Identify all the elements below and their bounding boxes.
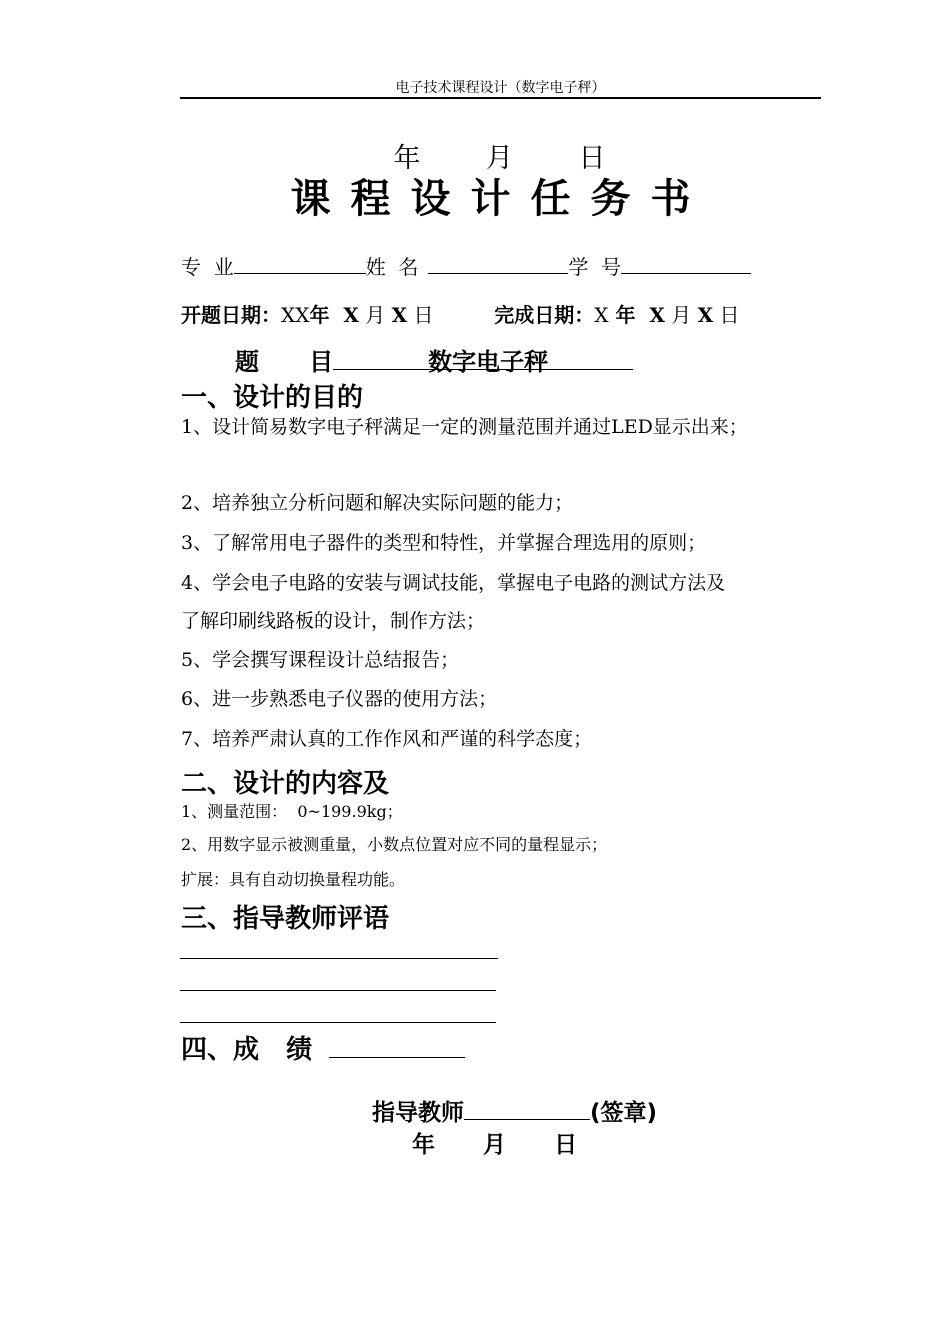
student-id-label: 学 号	[568, 255, 622, 279]
advisor-signature-field[interactable]	[464, 1095, 590, 1120]
name-field[interactable]	[428, 251, 568, 274]
end-date-day: X	[697, 303, 714, 327]
start-date-year-unit: 年	[309, 303, 344, 327]
purpose-item-3: 3、了解常用电子器件的类型和特性，并掌握合理选用的原则；	[181, 532, 707, 554]
subject-value: 数字电子秤	[428, 348, 549, 376]
dates-row	[181, 299, 740, 328]
signature-date-line: 年 月 日	[412, 1132, 578, 1158]
subject-row	[235, 342, 633, 377]
comment-line-1[interactable]	[180, 958, 498, 959]
top-date-line: 年 月 日	[393, 143, 608, 174]
comment-line-2[interactable]	[180, 990, 496, 991]
running-header: 电子技术课程设计（数字电子秤）	[395, 80, 606, 96]
major-label: 专 业	[181, 255, 234, 279]
header-rule	[180, 97, 821, 99]
main-title: 课程设计任务书	[290, 176, 711, 222]
end-date-year: X	[594, 303, 609, 327]
purpose-item-6: 6、进一步熟悉电子仪器的使用方法；	[181, 688, 498, 710]
start-date-day: X	[391, 303, 408, 327]
content-item-2: 2、用数字显示被测重量，小数点位置对应不同的量程显示；	[181, 835, 608, 854]
major-field[interactable]	[234, 251, 366, 274]
end-date-year-unit: 年	[608, 303, 650, 327]
grade-field[interactable]	[329, 1033, 465, 1058]
student-id-field[interactable]	[621, 251, 751, 274]
purpose-item-1: 1、设计简易数字电子秤满足一定的测量范围并通过LED显示出来；	[181, 416, 748, 438]
end-date-day-unit: 日	[713, 303, 740, 327]
section-2-heading: 二、设计的内容及	[181, 769, 390, 799]
purpose-item-4: 4、学会电子电路的安装与调试技能，掌握电子电路的测试方法及	[181, 572, 726, 594]
start-date-month-unit: 月	[358, 303, 392, 327]
purpose-item-4-cont: 了解印刷线路板的设计，制作方法；	[181, 610, 486, 632]
start-date-label: 开题日期：	[181, 303, 281, 327]
start-date-month: X	[343, 303, 359, 327]
signature-row	[372, 1094, 657, 1127]
start-date-day-unit: 日	[407, 303, 434, 327]
content-item-1: 1、测量范围： 0~199.9kg；	[181, 802, 403, 821]
purpose-item-2: 2、培养独立分析问题和解决实际问题的能力；	[181, 492, 574, 514]
purpose-item-7: 7、培养严肃认真的工作作风和严谨的科学态度；	[181, 728, 593, 750]
section-1-heading: 一、设计的目的	[181, 383, 364, 413]
end-date-month: X	[649, 303, 665, 327]
end-date-label: 完成日期：	[494, 303, 595, 327]
subject-field	[333, 342, 633, 376]
end-date-month-unit: 月	[664, 303, 698, 327]
section-3-heading: 三、指导教师评语	[181, 904, 390, 934]
student-info-row	[181, 251, 751, 280]
content-extension: 扩展：具有自动切换量程功能。	[181, 870, 406, 889]
purpose-item-5: 5、学会撰写课程设计总结报告；	[181, 649, 460, 671]
start-date-year: XX	[281, 303, 310, 327]
name-label: 姓 名	[365, 255, 419, 279]
section-4-heading	[181, 1029, 465, 1066]
advisor-label: 指导教师	[372, 1100, 464, 1126]
subject-label: 题 目	[235, 348, 334, 376]
seal-label: (签章)	[590, 1100, 658, 1126]
grade-label: 四、成 绩	[181, 1035, 313, 1065]
comment-line-3[interactable]	[180, 1022, 496, 1023]
